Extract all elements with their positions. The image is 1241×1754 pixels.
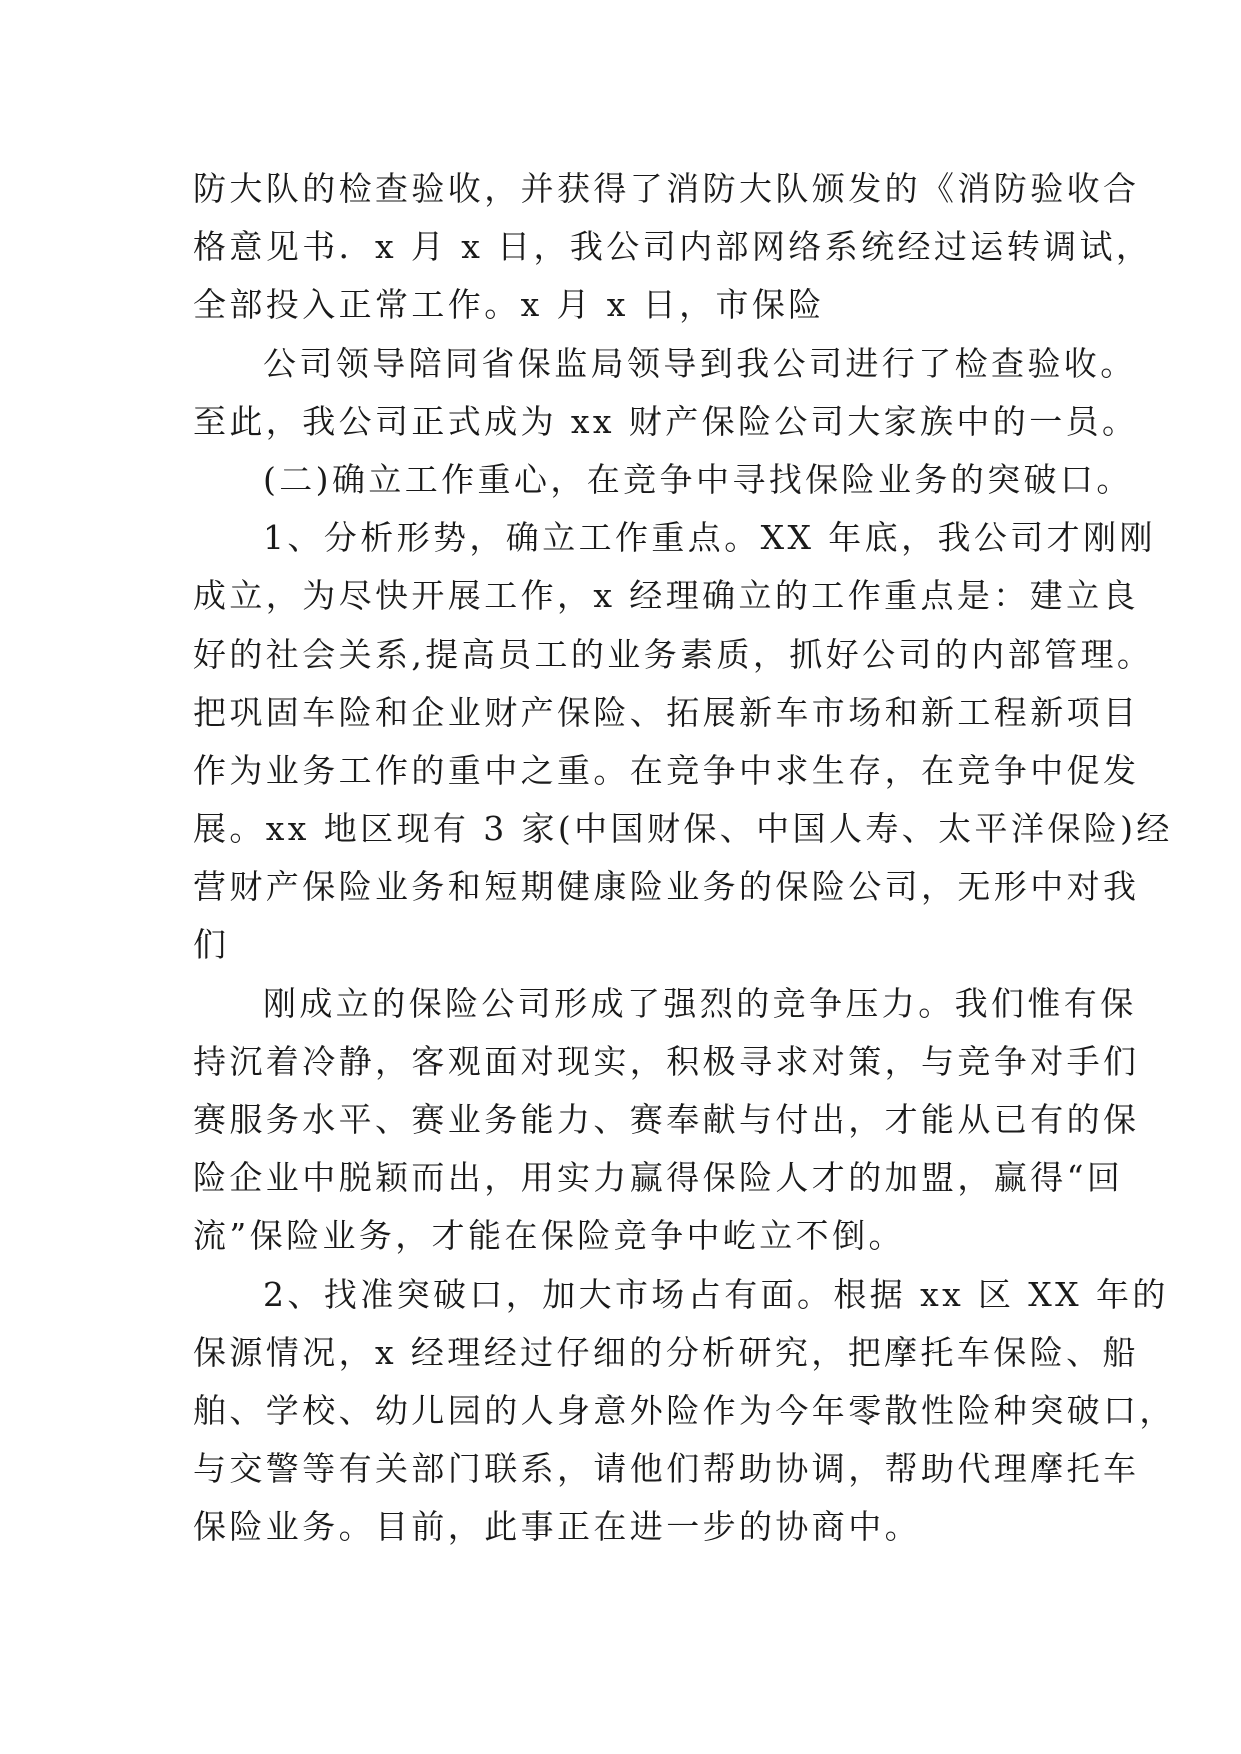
text-line: 持沉着冷静，客观面对现实，积极寻求对策，与竞争对手们 (193, 1041, 1140, 1081)
text-line: 好的社会关系,提高员工的业务素质，抓好公司的内部管理。 (193, 634, 1154, 674)
text-line: 们 (193, 925, 230, 965)
text-line: 与交警等有关部门联系，请他们帮助协调，帮助代理摩托车 (193, 1449, 1140, 1489)
text-line: 成立，为尽快开展工作，x 经理确立的工作重点是：建立良 (193, 576, 1139, 616)
text-line: 保险业务。目前，此事正在进一步的协商中。 (193, 1507, 921, 1547)
text-line: 保源情况，x 经理经过仔细的分析研究，把摩托车保险、船 (193, 1332, 1139, 1372)
text-line: 刚成立的保险公司形成了强烈的竞争压力。我们惟有保 (263, 983, 1137, 1023)
text-line: 舶、学校、幼儿园的人身意外险作为今年零散性险种突破口， (193, 1390, 1176, 1430)
text-line: 至此，我公司正式成为 xx 财产保险公司大家族中的一员。 (193, 401, 1139, 441)
text-line: 防大队的检查验收，并获得了消防大队颁发的《消防验收合 (193, 169, 1140, 208)
text-line: 赛服务水平、赛业务能力、赛奉献与付出，才能从已有的保 (193, 1100, 1140, 1139)
text-line: 营财产保险业务和短期健康险业务的保险公司，无形中对我 (193, 867, 1140, 907)
text-line: 格意见书．x 月 x 日，我公司内部网络系统经过运转调试， (193, 227, 1153, 267)
text-line: 险企业中脱颖而出，用实力赢得保险人才的加盟，赢得“回 (193, 1158, 1124, 1198)
text-line: (二)确立工作重心，在竞争中寻找保险业务的突破口。 (263, 459, 1133, 499)
text-line: 作为业务工作的重中之重。在竞争中求生存，在竞争中促发 (193, 750, 1140, 790)
text-line: 2、找准突破口，加大市场占有面。根据 xx 区 XX 年的 (263, 1274, 1169, 1314)
text-line: 全部投入正常工作。x 月 x 日，市保险 (193, 285, 825, 325)
text-line: 1、分析形势，确立工作重点。XX 年底，我公司才刚刚 (263, 518, 1156, 558)
document-body (193, 160, 1176, 1557)
text-line: 公司领导陪同省保监局领导到我公司进行了检查验收。 (263, 343, 1137, 383)
text-line: 展。xx 地区现有 3 家(中国财保、中国人寿、太平洋保险)经 (193, 809, 1173, 849)
text-line: 流”保险业务，才能在保险竞争中屹立不倒。 (193, 1216, 905, 1256)
text-line: 把巩固车险和企业财产保险、拓展新车市场和新工程新项目 (193, 692, 1140, 732)
